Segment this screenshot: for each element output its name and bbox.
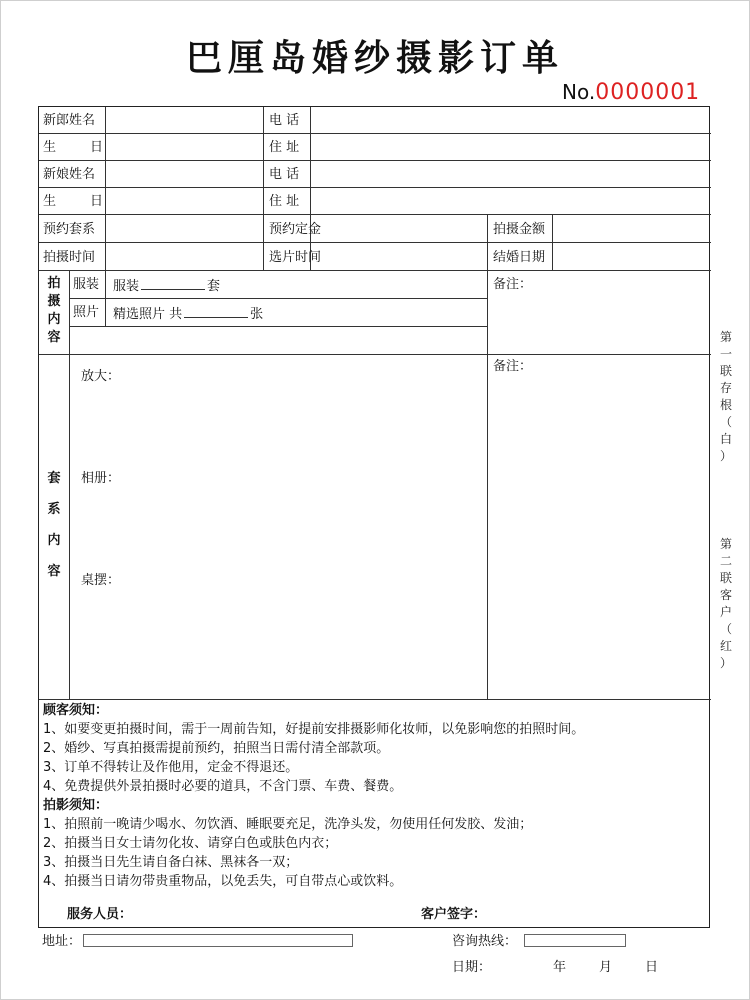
serial-number bbox=[562, 80, 700, 105]
package-label: 预约套系 bbox=[43, 222, 96, 237]
service-staff-label: 服务人员： bbox=[67, 907, 133, 922]
form-title: 巴厘岛婚纱摄影订单 bbox=[185, 37, 564, 79]
customer-notice-item: 1、如要变更拍摄时间，需于一周前告知，好提前安排摄影师化妆师，以免影响您的拍照时间。 bbox=[43, 722, 585, 737]
package-remarks-label: 备注： bbox=[493, 359, 533, 374]
address-label: 地址： bbox=[42, 934, 82, 949]
bride-birthday-label: 生 日 bbox=[43, 194, 103, 209]
shoot-notice-title: 拍影须知： bbox=[43, 798, 109, 813]
shoot-content-label: 拍 摄 内 容 bbox=[47, 276, 61, 345]
costume-label: 服装 bbox=[73, 277, 100, 292]
groom-phone-label: 电 话 bbox=[269, 113, 300, 128]
hotline-label: 咨询热线： bbox=[452, 934, 518, 949]
copy-note-stub: 第 一 联 存 根 （ 白 ） bbox=[719, 330, 732, 463]
hotline-field[interactable] bbox=[524, 934, 626, 947]
customer-notice-item: 2、婚纱、写真拍摄需提前预约，拍照当日需付清全部款项。 bbox=[43, 741, 390, 756]
serial-label: No. bbox=[562, 80, 596, 104]
wedding-date-label: 结婚日期 bbox=[493, 250, 546, 265]
select-time-label: 选片时间 bbox=[269, 250, 322, 265]
copy-note-customer: 第 二 联 客 户 （ 红 ） bbox=[719, 537, 732, 670]
customer-notice-item: 4、免费提供外景拍摄时必要的道具，不含门票、车费、餐费。 bbox=[43, 779, 403, 794]
bride-name-label: 新娘姓名 bbox=[43, 167, 96, 182]
serial-value: 0000001 bbox=[595, 80, 701, 105]
shoot-remarks-label: 备注： bbox=[493, 277, 533, 292]
date-label: 日期： bbox=[452, 960, 492, 975]
photo-label: 照片 bbox=[73, 305, 100, 320]
customer-notice-item: 3、订单不得转让及作他用，定金不得退还。 bbox=[43, 760, 299, 775]
shoot-time-label: 拍摄时间 bbox=[43, 250, 96, 265]
costume-field: 服装 套 bbox=[113, 279, 221, 294]
bride-phone-label: 电 话 bbox=[269, 167, 300, 182]
customer-sign-label: 客户签字： bbox=[421, 907, 487, 922]
shoot-amount-label: 拍摄金额 bbox=[493, 222, 546, 237]
shoot-notice-item: 4、拍摄当日请勿带贵重物品，以免丢失，可自带点心或饮料。 bbox=[43, 874, 403, 889]
date-year: 年 bbox=[553, 960, 567, 975]
shoot-notice-item: 2、拍摄当日女士请勿化妆、请穿白色或肤色内衣； bbox=[43, 836, 338, 851]
deposit-label: 预约定金 bbox=[269, 222, 322, 237]
address-field[interactable] bbox=[83, 934, 353, 947]
photo-field: 精选照片 共 张 bbox=[113, 307, 264, 322]
enlarge-label: 放大： bbox=[81, 369, 121, 384]
groom-name-label: 新郎姓名 bbox=[43, 113, 96, 128]
bride-address-label: 住 址 bbox=[269, 194, 300, 209]
groom-address-label: 住 址 bbox=[269, 140, 300, 155]
date-day: 日 bbox=[645, 960, 659, 975]
order-form bbox=[38, 106, 710, 928]
shoot-notice-item: 3、拍摄当日先生请自备白袜、黑袜各一双； bbox=[43, 855, 299, 870]
album-label: 相册： bbox=[81, 471, 121, 486]
package-content-label: 套 系 内 容 bbox=[47, 471, 61, 579]
shoot-notice-item: 1、拍照前一晚请少喝水、勿饮酒、睡眠要充足，洗净头发，勿使用任何发胶、发油； bbox=[43, 817, 533, 832]
desk-label: 桌摆： bbox=[81, 573, 121, 588]
customer-notice-title: 顾客须知： bbox=[43, 703, 109, 718]
groom-birthday-label: 生 日 bbox=[43, 140, 103, 155]
date-month: 月 bbox=[599, 960, 613, 975]
